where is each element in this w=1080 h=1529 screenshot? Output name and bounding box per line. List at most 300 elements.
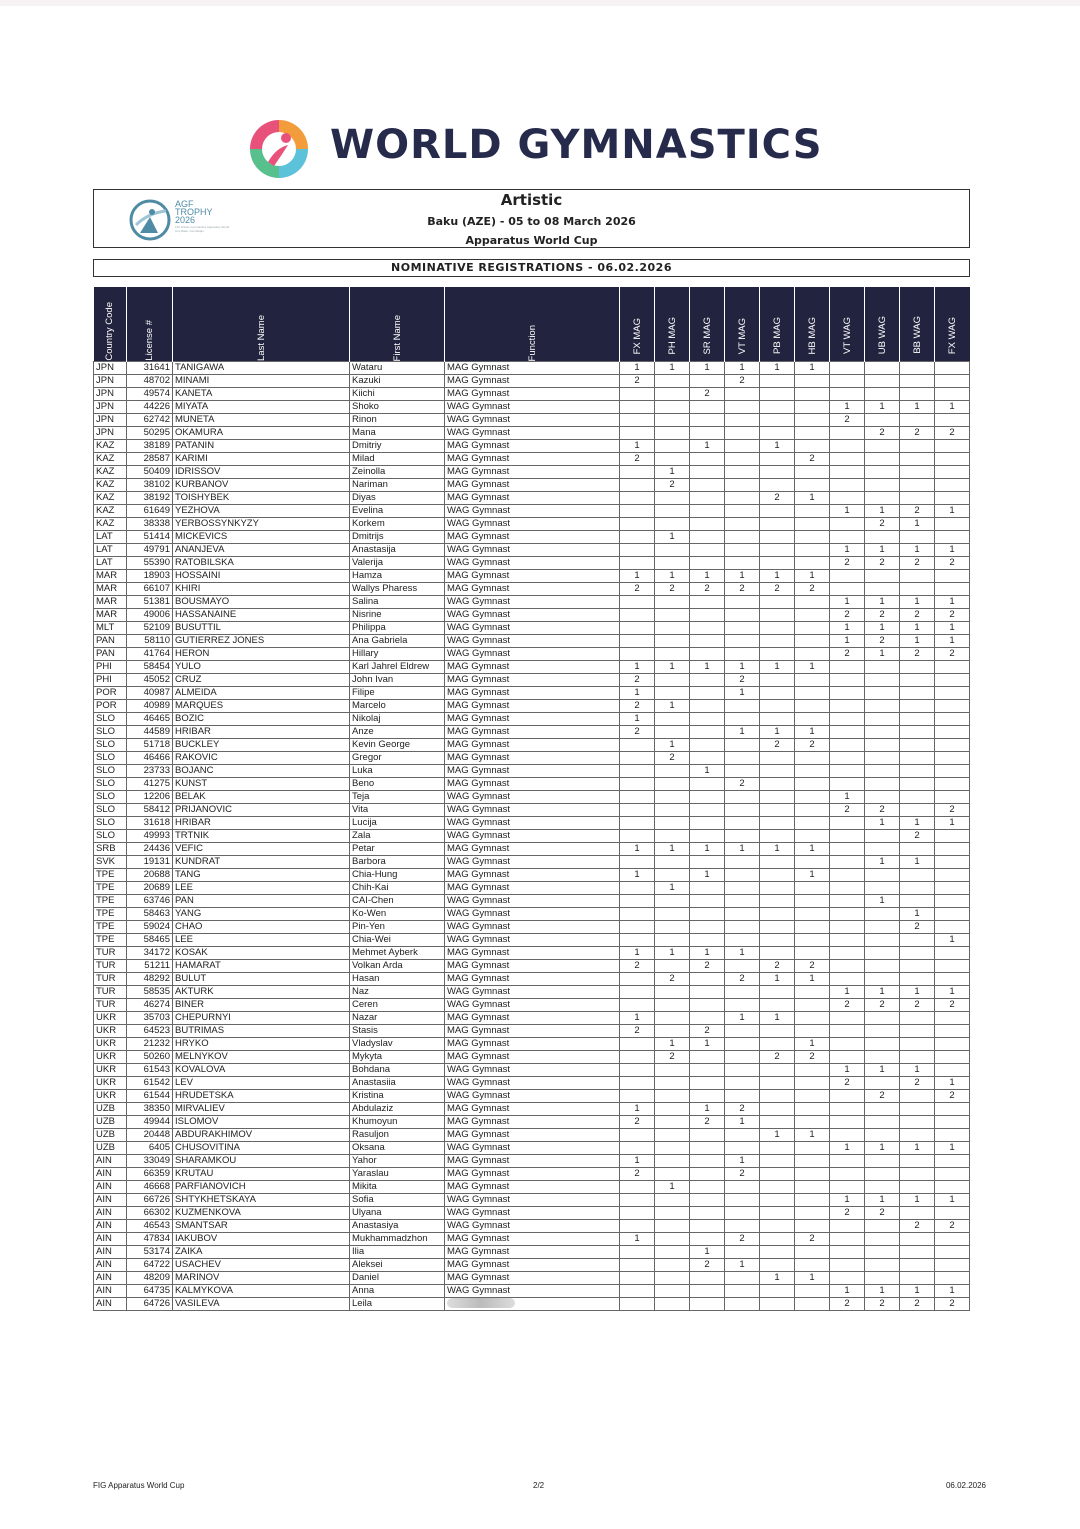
table-cell <box>620 1181 655 1194</box>
table-cell <box>620 778 655 791</box>
table-cell: 51381 <box>127 596 173 609</box>
table-cell: 46274 <box>127 999 173 1012</box>
table-cell: Abdulaziz <box>350 1103 445 1116</box>
table-cell: WAG Gymnast <box>445 791 620 804</box>
table-cell: UKR <box>94 1025 127 1038</box>
table-cell: 2 <box>655 1051 690 1064</box>
table-cell: 44226 <box>127 401 173 414</box>
table-cell: MAG Gymnast <box>445 1181 620 1194</box>
table-cell <box>690 687 725 700</box>
table-cell <box>725 401 760 414</box>
table-cell: 1 <box>830 505 865 518</box>
table-cell <box>655 544 690 557</box>
table-cell <box>830 1103 865 1116</box>
table-cell <box>690 700 725 713</box>
table-row <box>94 583 970 596</box>
table-cell <box>620 544 655 557</box>
table-cell: HRUDETSKA <box>173 1090 350 1103</box>
table-cell <box>620 466 655 479</box>
table-cell: MAG Gymnast <box>445 869 620 882</box>
table-cell <box>760 1090 795 1103</box>
table-cell <box>760 947 795 960</box>
table-row <box>94 1246 970 1259</box>
table-cell: WAG Gymnast <box>445 895 620 908</box>
table-cell: 1 <box>865 648 900 661</box>
table-cell: 1 <box>935 986 970 999</box>
discipline-title: Artistic <box>500 191 563 209</box>
table-cell <box>760 427 795 440</box>
table-cell <box>655 453 690 466</box>
table-cell <box>830 1220 865 1233</box>
table-cell <box>760 1064 795 1077</box>
table-cell: 2 <box>900 921 935 934</box>
table-cell: 2 <box>830 1298 865 1311</box>
table-row <box>94 648 970 661</box>
table-cell: 40987 <box>127 687 173 700</box>
table-cell: BOZIC <box>173 713 350 726</box>
table-cell <box>725 427 760 440</box>
table-cell <box>935 1168 970 1181</box>
table-cell <box>865 960 900 973</box>
table-cell: 38192 <box>127 492 173 505</box>
table-cell <box>725 1064 760 1077</box>
table-cell <box>760 713 795 726</box>
table-cell <box>935 947 970 960</box>
table-cell <box>725 856 760 869</box>
table-cell: UZB <box>94 1103 127 1116</box>
table-cell: BUSUTTIL <box>173 622 350 635</box>
table-cell <box>690 609 725 622</box>
table-cell <box>865 1103 900 1116</box>
table-cell: CRUZ <box>173 674 350 687</box>
table-cell: Diyas <box>350 492 445 505</box>
table-cell: 34172 <box>127 947 173 960</box>
table-cell <box>830 830 865 843</box>
table-cell: 46466 <box>127 752 173 765</box>
table-cell <box>795 1155 830 1168</box>
table-cell <box>655 960 690 973</box>
column-header-label: BB WAG <box>911 316 923 354</box>
table-cell <box>690 973 725 986</box>
table-cell: UKR <box>94 1090 127 1103</box>
table-cell: 2 <box>935 999 970 1012</box>
table-cell <box>795 1220 830 1233</box>
table-cell <box>725 492 760 505</box>
table-cell <box>830 375 865 388</box>
table-cell: UKR <box>94 1064 127 1077</box>
event-competition: Apparatus World Cup <box>465 234 598 247</box>
table-cell <box>620 921 655 934</box>
table-cell: 2 <box>830 1077 865 1090</box>
table-cell: HRIBAR <box>173 726 350 739</box>
table-cell: 46465 <box>127 713 173 726</box>
table-cell: 1 <box>795 492 830 505</box>
table-cell: 1 <box>620 440 655 453</box>
table-cell <box>795 1259 830 1272</box>
table-cell <box>725 440 760 453</box>
table-cell <box>655 986 690 999</box>
table-cell <box>935 856 970 869</box>
table-cell <box>935 492 970 505</box>
table-cell <box>655 635 690 648</box>
table-cell: 2 <box>620 583 655 596</box>
table-cell: 2 <box>935 557 970 570</box>
table-cell: 20688 <box>127 869 173 882</box>
table-cell: 2 <box>865 635 900 648</box>
table-cell: 31618 <box>127 817 173 830</box>
table-row <box>94 947 970 960</box>
table-cell <box>690 713 725 726</box>
table-cell <box>725 817 760 830</box>
table-cell: 1 <box>690 1103 725 1116</box>
table-row <box>94 960 970 973</box>
table-cell: 1 <box>725 362 760 375</box>
table-cell <box>760 1038 795 1051</box>
table-cell: 1 <box>655 570 690 583</box>
table-cell <box>900 1129 935 1142</box>
table-cell: WAG Gymnast <box>445 830 620 843</box>
table-cell: 1 <box>760 1129 795 1142</box>
table-cell: 1 <box>830 986 865 999</box>
table-cell: Yahor <box>350 1155 445 1168</box>
table-cell: 1 <box>725 687 760 700</box>
table-cell <box>725 518 760 531</box>
column-header <box>865 287 900 362</box>
table-cell: 1 <box>725 570 760 583</box>
table-cell: SMANTSAR <box>173 1220 350 1233</box>
table-cell <box>865 375 900 388</box>
table-cell: 1 <box>900 1194 935 1207</box>
table-cell <box>935 700 970 713</box>
table-cell: MLT <box>94 622 127 635</box>
table-cell: WAG Gymnast <box>445 817 620 830</box>
table-cell: 1 <box>760 440 795 453</box>
table-cell: Lucija <box>350 817 445 830</box>
table-cell: 1 <box>900 518 935 531</box>
table-cell <box>795 752 830 765</box>
table-cell: 2 <box>900 505 935 518</box>
table-cell: ISLOMOV <box>173 1116 350 1129</box>
table-cell <box>865 1259 900 1272</box>
table-row <box>94 635 970 648</box>
table-cell: MAG Gymnast <box>445 713 620 726</box>
table-cell <box>655 817 690 830</box>
table-cell: SLO <box>94 713 127 726</box>
table-cell <box>725 1181 760 1194</box>
table-cell <box>795 934 830 947</box>
table-cell: MAR <box>94 596 127 609</box>
table-row <box>94 739 970 752</box>
table-cell: Chia-Hung <box>350 869 445 882</box>
table-cell: UZB <box>94 1116 127 1129</box>
table-cell <box>690 505 725 518</box>
table-cell: 2 <box>900 427 935 440</box>
table-cell <box>620 1038 655 1051</box>
table-cell <box>865 1233 900 1246</box>
table-cell <box>795 1090 830 1103</box>
table-cell: AIN <box>94 1168 127 1181</box>
table-cell: 1 <box>690 765 725 778</box>
table-cell: 61649 <box>127 505 173 518</box>
table-cell <box>795 778 830 791</box>
table-cell: MAG Gymnast <box>445 388 620 401</box>
table-cell <box>620 1272 655 1285</box>
table-cell: 46543 <box>127 1220 173 1233</box>
table-cell: Nariman <box>350 479 445 492</box>
table-cell <box>760 869 795 882</box>
table-cell <box>760 1207 795 1220</box>
table-cell <box>935 843 970 856</box>
table-cell: WAG Gymnast <box>445 648 620 661</box>
table-cell: TPE <box>94 908 127 921</box>
table-cell <box>655 518 690 531</box>
table-cell <box>935 687 970 700</box>
world-gymnastics-logo-icon <box>248 118 310 180</box>
table-cell <box>725 557 760 570</box>
table-cell <box>655 648 690 661</box>
table-cell: 2 <box>725 973 760 986</box>
table-cell: KAZ <box>94 505 127 518</box>
table-cell <box>900 362 935 375</box>
table-cell <box>830 726 865 739</box>
table-cell <box>795 687 830 700</box>
footer-date: 06.02.2026 <box>945 1481 986 1490</box>
table-cell: 1 <box>620 843 655 856</box>
table-cell: John Ivan <box>350 674 445 687</box>
table-cell <box>690 544 725 557</box>
table-cell <box>725 648 760 661</box>
table-cell: TUR <box>94 999 127 1012</box>
table-cell <box>760 778 795 791</box>
table-cell: 2 <box>935 1090 970 1103</box>
table-cell: Salina <box>350 596 445 609</box>
table-cell: HRYKO <box>173 1038 350 1051</box>
table-cell: 1 <box>725 843 760 856</box>
table-cell <box>725 1194 760 1207</box>
table-cell <box>655 1103 690 1116</box>
table-cell: UKR <box>94 1012 127 1025</box>
table-cell <box>655 1090 690 1103</box>
table-cell: JPN <box>94 375 127 388</box>
table-cell <box>620 908 655 921</box>
table-cell: 1 <box>865 1064 900 1077</box>
table-cell: MAG Gymnast <box>445 973 620 986</box>
table-cell <box>830 531 865 544</box>
table-cell <box>655 1259 690 1272</box>
table-cell <box>760 479 795 492</box>
table-cell: KANETA <box>173 388 350 401</box>
table-cell: BULUT <box>173 973 350 986</box>
table-cell <box>620 986 655 999</box>
table-cell <box>655 856 690 869</box>
table-cell: ALMEIDA <box>173 687 350 700</box>
table-cell: MAG Gymnast <box>445 1272 620 1285</box>
table-row <box>94 1259 970 1272</box>
table-cell: MAG Gymnast <box>445 466 620 479</box>
table-row <box>94 518 970 531</box>
table-row <box>94 492 970 505</box>
table-cell <box>865 440 900 453</box>
table-cell <box>900 947 935 960</box>
table-cell <box>830 1246 865 1259</box>
table-row <box>94 661 970 674</box>
table-cell: MAG Gymnast <box>445 1233 620 1246</box>
table-cell: 2 <box>760 1051 795 1064</box>
table-cell <box>900 1168 935 1181</box>
table-cell <box>760 1155 795 1168</box>
table-cell <box>760 804 795 817</box>
table-cell: Filipe <box>350 687 445 700</box>
table-cell <box>830 739 865 752</box>
table-cell: 1 <box>900 596 935 609</box>
table-cell: Wallys Pharess <box>350 583 445 596</box>
table-cell <box>830 687 865 700</box>
table-cell: 2 <box>865 1298 900 1311</box>
table-cell: 1 <box>655 1181 690 1194</box>
table-cell: AIN <box>94 1181 127 1194</box>
table-cell: POR <box>94 700 127 713</box>
table-cell <box>725 388 760 401</box>
table-cell: 63746 <box>127 895 173 908</box>
table-cell <box>865 1168 900 1181</box>
table-row <box>94 1181 970 1194</box>
table-cell <box>795 999 830 1012</box>
table-cell <box>760 531 795 544</box>
table-cell: 1 <box>690 843 725 856</box>
table-cell <box>830 362 865 375</box>
table-cell <box>725 1272 760 1285</box>
table-cell: MARINOV <box>173 1272 350 1285</box>
table-cell: TUR <box>94 947 127 960</box>
table-cell: 2 <box>725 375 760 388</box>
table-cell <box>900 492 935 505</box>
table-cell: 58465 <box>127 934 173 947</box>
table-cell: Anna <box>350 1285 445 1298</box>
table-cell <box>620 531 655 544</box>
table-cell: UKR <box>94 1038 127 1051</box>
table-cell <box>690 817 725 830</box>
table-cell <box>655 388 690 401</box>
table-cell: 49006 <box>127 609 173 622</box>
table-cell <box>865 466 900 479</box>
table-cell <box>725 999 760 1012</box>
table-cell <box>830 947 865 960</box>
table-cell: HOSSAINI <box>173 570 350 583</box>
table-cell: YEZHOVA <box>173 505 350 518</box>
table-cell <box>795 531 830 544</box>
table-cell <box>620 1090 655 1103</box>
table-cell <box>830 973 865 986</box>
column-header-label: Country Code <box>104 302 116 361</box>
table-cell <box>655 830 690 843</box>
redacted-smudge <box>447 1298 515 1308</box>
table-cell <box>865 947 900 960</box>
table-cell: Dmitrijs <box>350 531 445 544</box>
table-cell <box>865 1272 900 1285</box>
table-cell <box>830 492 865 505</box>
table-cell <box>865 583 900 596</box>
table-cell: 1 <box>795 570 830 583</box>
table-row <box>94 882 970 895</box>
table-cell <box>690 596 725 609</box>
table-cell <box>865 908 900 921</box>
table-cell <box>935 960 970 973</box>
table-row <box>94 778 970 791</box>
table-cell <box>830 1090 865 1103</box>
table-cell: 64735 <box>127 1285 173 1298</box>
table-cell: MAG Gymnast <box>445 375 620 388</box>
table-cell <box>620 1064 655 1077</box>
brand-header <box>248 118 848 180</box>
table-cell: Shoko <box>350 401 445 414</box>
table-cell <box>760 518 795 531</box>
table-cell: 2 <box>935 427 970 440</box>
table-cell: 51718 <box>127 739 173 752</box>
table-cell <box>795 596 830 609</box>
table-cell: TPE <box>94 895 127 908</box>
table-cell: 1 <box>690 570 725 583</box>
table-cell <box>935 388 970 401</box>
table-cell <box>690 1142 725 1155</box>
table-cell <box>900 1012 935 1025</box>
table-cell: 1 <box>725 1116 760 1129</box>
table-cell <box>690 557 725 570</box>
table-cell: Ceren <box>350 999 445 1012</box>
footer-page-number: 2/2 <box>533 1481 545 1490</box>
table-cell: 38102 <box>127 479 173 492</box>
table-cell: 2 <box>865 1207 900 1220</box>
table-cell <box>900 973 935 986</box>
table-row <box>94 986 970 999</box>
table-cell <box>620 765 655 778</box>
table-cell: TANG <box>173 869 350 882</box>
table-cell <box>655 1012 690 1025</box>
table-cell <box>620 622 655 635</box>
table-cell <box>760 544 795 557</box>
table-cell <box>690 414 725 427</box>
table-row <box>94 999 970 1012</box>
table-cell <box>795 557 830 570</box>
table-cell: 2 <box>830 557 865 570</box>
table-cell <box>620 1298 655 1311</box>
table-cell: 51414 <box>127 531 173 544</box>
table-cell <box>690 622 725 635</box>
table-cell <box>935 1272 970 1285</box>
table-cell <box>725 765 760 778</box>
table-cell: 1 <box>620 661 655 674</box>
table-cell: Nisrine <box>350 609 445 622</box>
table-cell: 23733 <box>127 765 173 778</box>
table-cell <box>900 739 935 752</box>
table-cell: 2 <box>865 557 900 570</box>
table-cell <box>620 1220 655 1233</box>
table-cell: 49993 <box>127 830 173 843</box>
table-cell: MAG Gymnast <box>445 492 620 505</box>
table-cell: SLO <box>94 752 127 765</box>
table-cell: MAG Gymnast <box>445 1259 620 1272</box>
table-cell: WAG Gymnast <box>445 1194 620 1207</box>
table-cell: 1 <box>900 1285 935 1298</box>
table-cell <box>865 479 900 492</box>
table-cell: 2 <box>655 752 690 765</box>
table-cell: 1 <box>690 661 725 674</box>
table-cell: CHEPURNYI <box>173 1012 350 1025</box>
table-cell <box>795 804 830 817</box>
table-cell: MUNETA <box>173 414 350 427</box>
table-cell <box>760 609 795 622</box>
table-cell <box>830 1025 865 1038</box>
table-cell <box>900 1259 935 1272</box>
